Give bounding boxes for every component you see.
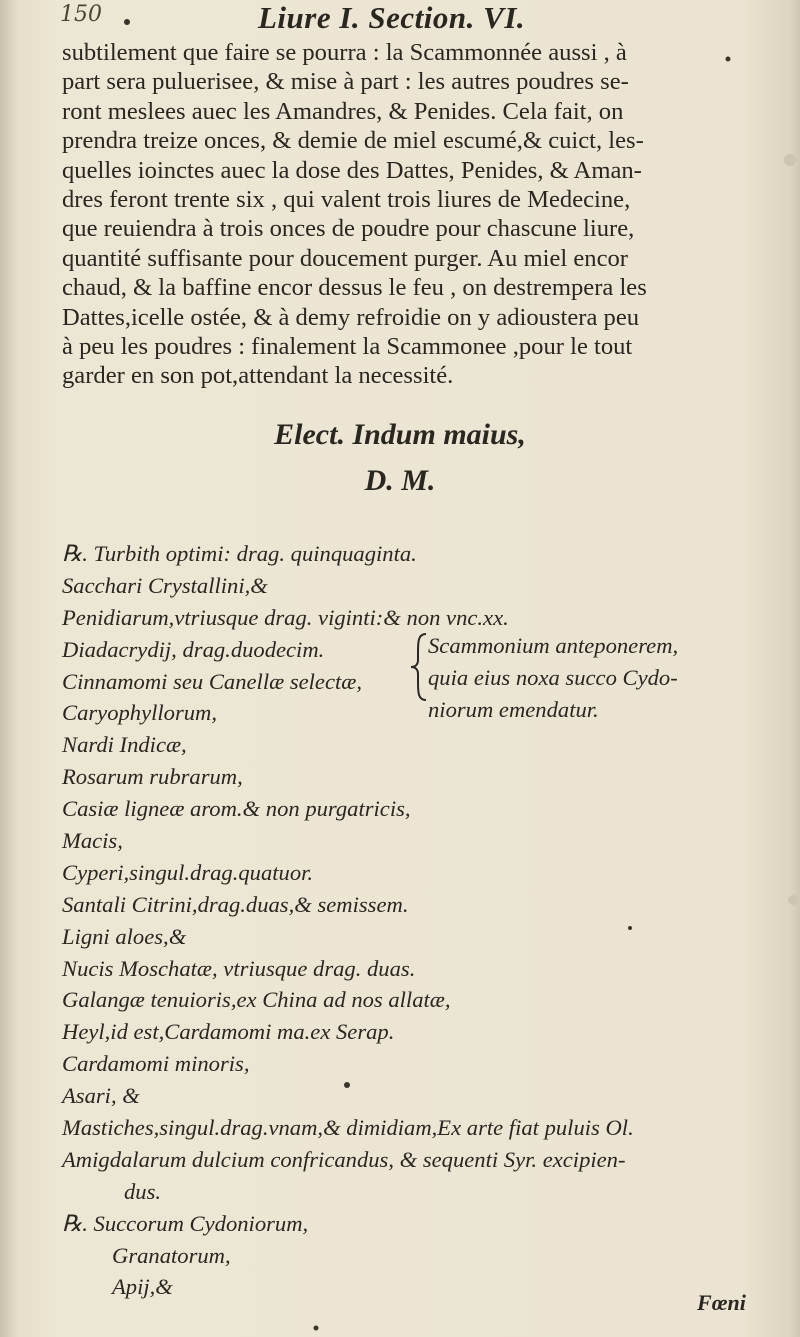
recipe-line: ℞. Turbith optimi: drag. quinquaginta. xyxy=(62,541,417,566)
text-line: quantité suffisante pour doucement purger. Au miel encor xyxy=(62,244,628,272)
recipe-line: dus. xyxy=(124,1178,162,1204)
recipe-line: Heyl,id est,Cardamomi ma.ex Serap. xyxy=(62,1019,395,1045)
text-line: quelles ioinctes auec la dose des Dattes, Penides, & Aman- xyxy=(62,156,642,184)
recipe-line: Santali Citrini,drag.duas,& semissem. xyxy=(62,891,409,917)
page-header xyxy=(0,0,800,36)
text-line: garder en son pot,attendant la necessité. xyxy=(62,362,454,390)
catchword: Fœni xyxy=(697,1290,746,1315)
recipe-line: Asari, & xyxy=(62,1083,140,1109)
recipe-line: Sacchari Crystallini,& xyxy=(62,572,268,598)
section-subheading: D. M. xyxy=(364,464,436,497)
text-line: subtilement que faire se pourra : la Scammonnée aussi , à xyxy=(62,39,627,66)
recipe-line: Galangæ tenuioris,ex China ad nos allatæ, xyxy=(62,987,451,1013)
recipe-line: Cardamomi minoris, xyxy=(62,1051,250,1077)
recipe-line: Nardi Indicæ, xyxy=(62,732,187,758)
text-line: Dattes,icelle ostée, & à demy refroidie on y adioustera peu xyxy=(62,303,640,331)
note-line: Scammonium anteponerem, xyxy=(428,633,679,658)
text-line: que reuiendra à trois onces de poudre pour chascune liure, xyxy=(62,215,635,243)
recipe-line: Apij,& xyxy=(112,1274,173,1300)
text-line: dres feront trente six , qui valent trois liures de Medecine, xyxy=(62,185,631,213)
text-line: à peu les poudres : finalement la Scammonee ,pour le tout xyxy=(62,332,633,360)
recipe-line: Casiæ ligneæ arom.& non purgatricis, xyxy=(62,796,411,822)
text-line: ront meslees auec les Amandres, & Penides. Cela fait, on xyxy=(62,97,624,125)
recipe-line: Ligni aloes,& xyxy=(62,923,187,949)
section-heading: Elect. Indum maius, xyxy=(274,418,526,451)
page-number: 150 xyxy=(60,2,102,27)
note-line: quia eius noxa succo Cydo- xyxy=(428,664,678,690)
curly-brace-icon xyxy=(408,632,430,702)
recipe-line: ℞. Succorum Cydoniorum, xyxy=(62,1210,309,1236)
recipe-line: Diadacrydij, drag.duodecim. xyxy=(62,636,325,662)
text-line: part sera puluerisee, & mise à part : les autres poudres se- xyxy=(62,68,629,96)
french-paragraph xyxy=(62,38,792,391)
recipe-line: Cinnamomi seu Canellæ selectæ, xyxy=(62,668,362,694)
recipe-line: Cyperi,singul.drag.quatuor. xyxy=(62,859,314,885)
recipe-line: Caryophyllorum, xyxy=(62,700,218,726)
recipe-line: Mastiches,singul.drag.vnam,& dimidiam,Ex arte fiat puluis Ol. xyxy=(62,1115,634,1141)
recipe-line: Granatorum, xyxy=(112,1242,231,1268)
text-line: prendra treize onces, & demie de miel escumé,& cuict, les- xyxy=(62,127,644,155)
recipe-line: Amigdalarum dulcium confricandus, & sequenti Syr. excipien- xyxy=(62,1146,626,1172)
note-line: niorum emendatur. xyxy=(428,696,599,722)
side-note xyxy=(428,630,788,726)
recipe-line: Macis, xyxy=(62,828,123,854)
recipe-line: Nucis Moschatæ, vtriusque drag. duas. xyxy=(62,955,416,981)
recipe-line: Rosarum rubrarum, xyxy=(62,764,243,790)
running-head: Liure I. Section. VI. xyxy=(258,0,526,35)
text-line: chaud, & la baffine encor dessus le feu , on destrempera les xyxy=(62,274,647,302)
recipe-line: Penidiarum,vtriusque drag. viginti:& non vnc.xx. xyxy=(62,604,509,630)
